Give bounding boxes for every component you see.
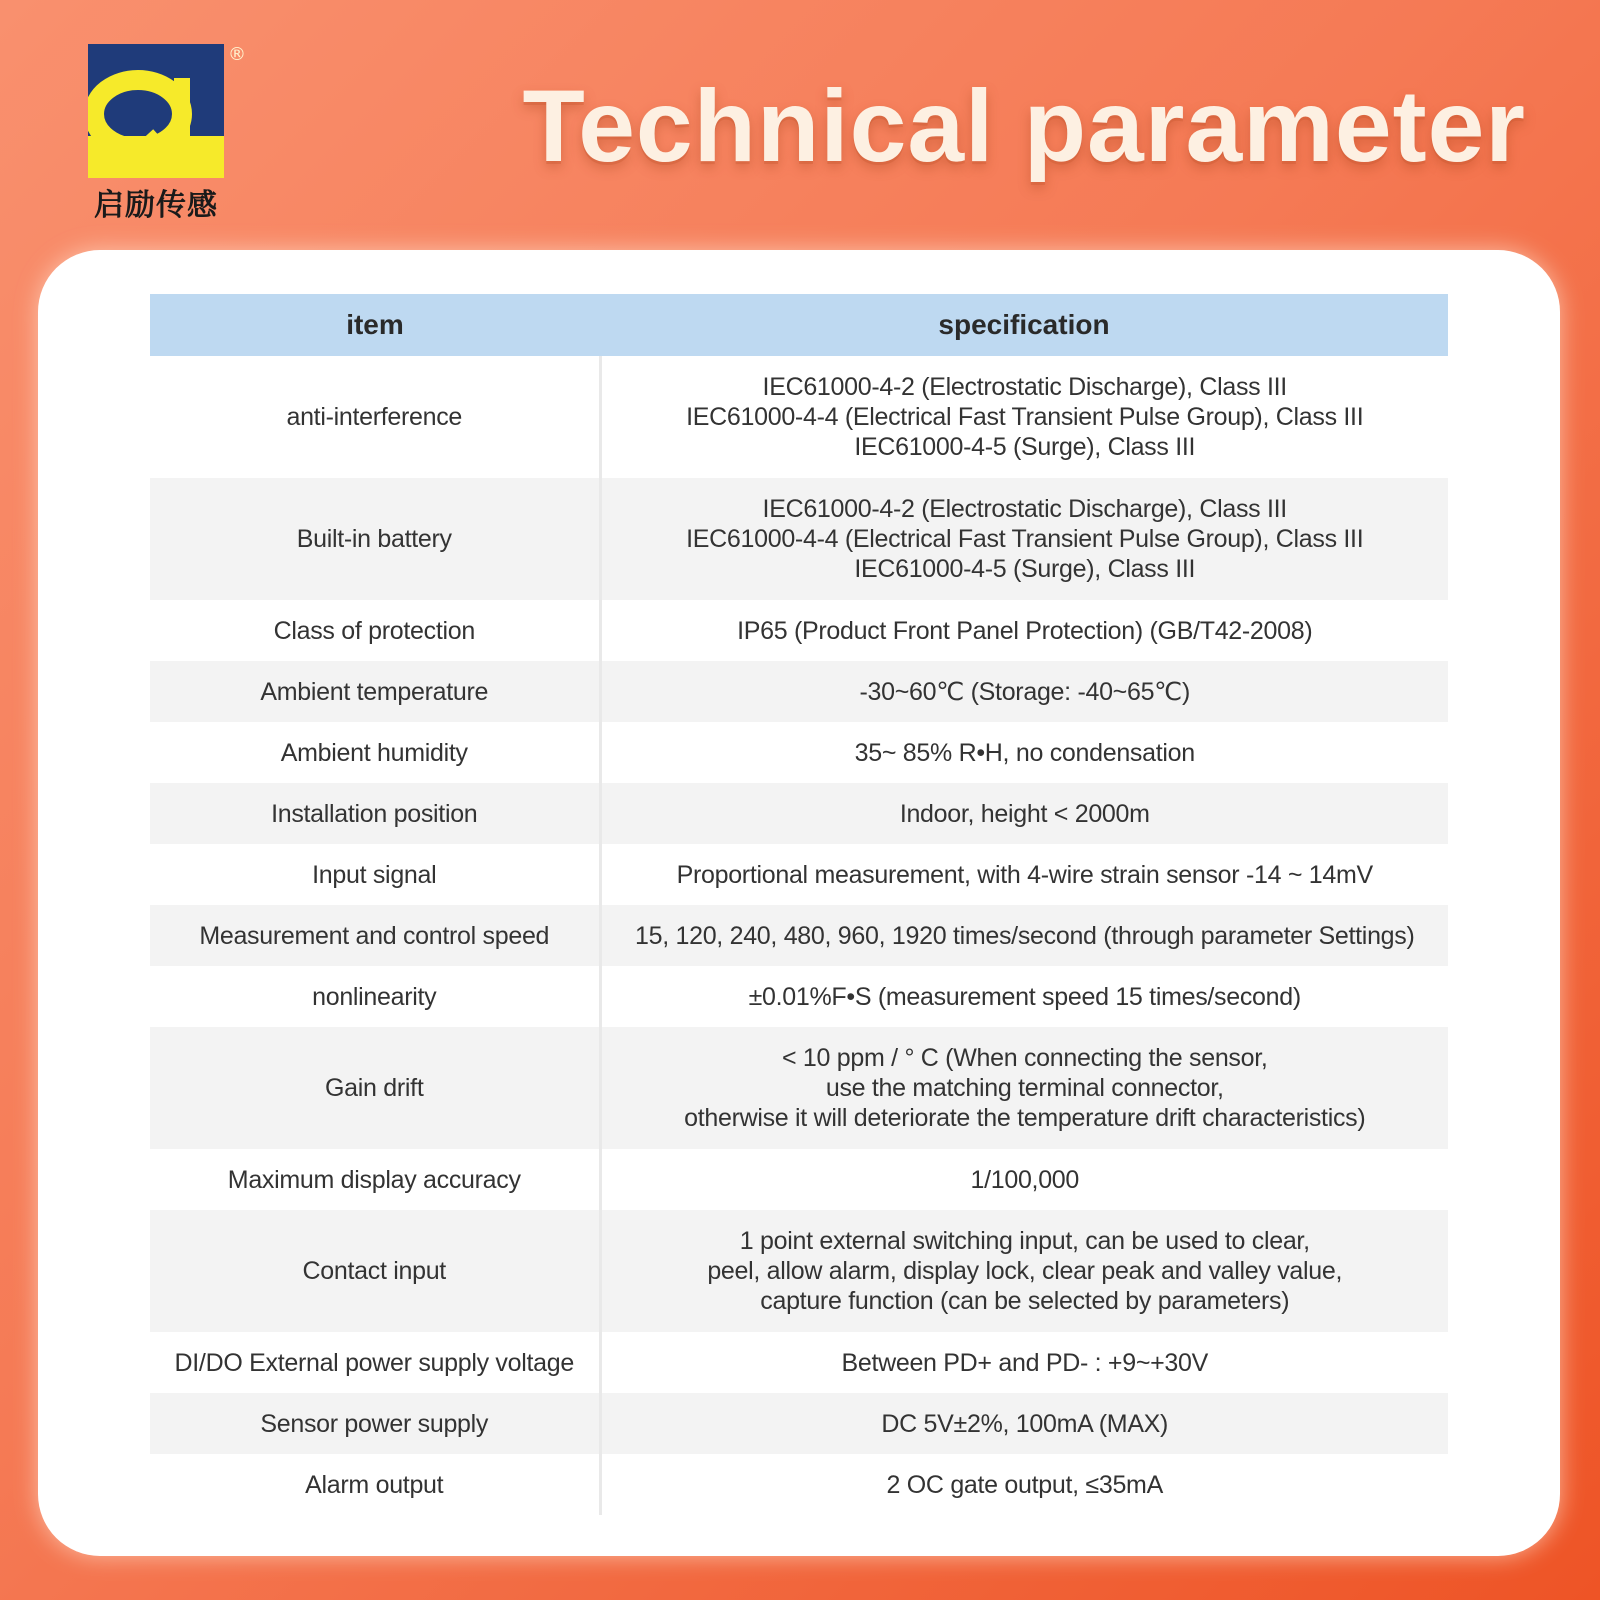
row-item: DI/DO External power supply voltage (150, 1332, 600, 1393)
spec-line: otherwise it will deteriorate the temperature drift characteristics) (684, 1104, 1366, 1132)
spec-line: IEC61000-4-2 (Electrostatic Discharge), Class III (762, 495, 1287, 523)
header-specification: specification (600, 294, 1448, 356)
row-item: Contact input (150, 1210, 600, 1332)
row-item: Measurement and control speed (150, 905, 600, 966)
row-specification (600, 1027, 1448, 1149)
spec-line: DC 5V±2%, 100mA (MAX) (881, 1409, 1169, 1438)
row-specification (600, 905, 1448, 966)
table-row (150, 1149, 1448, 1210)
spec-line: IEC61000-4-4 (Electrical Fast Transient Pulse Group), Class III (686, 403, 1364, 431)
spec-line: 2 OC gate output, ≤35mA (886, 1470, 1163, 1499)
spec-line: IEC61000-4-5 (Surge), Class III (854, 555, 1196, 583)
table-row (150, 722, 1448, 783)
table-row (150, 783, 1448, 844)
spec-line: IEC61000-4-4 (Electrical Fast Transient Pulse Group), Class III (686, 525, 1364, 553)
row-specification (600, 661, 1448, 722)
spec-line: IEC61000-4-2 (Electrostatic Discharge), Class III (762, 373, 1287, 401)
table-row (150, 661, 1448, 722)
row-item: Installation position (150, 783, 600, 844)
row-item: Gain drift (150, 1027, 600, 1149)
spec-line: Proportional measurement, with 4-wire strain sensor -14 ~ 14mV (676, 860, 1373, 889)
row-specification (600, 600, 1448, 661)
row-item: Input signal (150, 844, 600, 905)
row-specification (600, 356, 1448, 478)
table-row (150, 356, 1448, 478)
spec-line: Indoor, height < 2000m (899, 799, 1150, 828)
spec-line: Between PD+ and PD- : +9~+30V (841, 1348, 1209, 1377)
table-row (150, 1393, 1448, 1454)
row-specification (600, 783, 1448, 844)
table-body (150, 356, 1448, 1515)
logo-mark (88, 44, 224, 178)
table-row (150, 844, 1448, 905)
row-item: Built-in battery (150, 478, 600, 600)
row-item: nonlinearity (150, 966, 600, 1027)
row-item: anti-interference (150, 356, 600, 478)
brand-logo (88, 44, 248, 224)
spec-line: ±0.01%F•S (measurement speed 15 times/second) (748, 982, 1301, 1011)
row-item: Maximum display accuracy (150, 1149, 600, 1210)
row-specification (600, 1332, 1448, 1393)
row-item: Ambient temperature (150, 661, 600, 722)
row-specification (600, 1454, 1448, 1515)
row-item: Ambient humidity (150, 722, 600, 783)
row-specification (600, 966, 1448, 1027)
table-row (150, 1027, 1448, 1149)
spec-line: use the matching terminal connector, (825, 1074, 1224, 1102)
page-title: Technical parameter (522, 69, 1526, 183)
row-specification (600, 1210, 1448, 1332)
table-row (150, 1210, 1448, 1332)
spec-line: 35~ 85% R•H, no condensation (854, 738, 1195, 767)
table-row (150, 966, 1448, 1027)
table-row (150, 600, 1448, 661)
spec-line: 1 point external switching input, can be used to clear, (739, 1227, 1310, 1255)
row-specification (600, 844, 1448, 905)
spec-line: IP65 (Product Front Panel Protection) (GB/T42-2008) (737, 616, 1313, 645)
spec-line: capture function (can be selected by parameters) (760, 1287, 1290, 1315)
table-row (150, 1332, 1448, 1393)
row-specification (600, 478, 1448, 600)
row-item: Sensor power supply (150, 1393, 600, 1454)
row-specification (600, 1393, 1448, 1454)
spec-line: < 10 ppm / ° C (When connecting the sensor, (781, 1044, 1268, 1072)
table-row (150, 478, 1448, 600)
row-item: Class of protection (150, 600, 600, 661)
spec-table (150, 294, 1448, 1515)
spec-line: IEC61000-4-5 (Surge), Class III (854, 433, 1196, 461)
spec-line: -30~60℃ (Storage: -40~65℃) (859, 677, 1190, 706)
spec-line: peel, allow alarm, display lock, clear peak and valley value, (707, 1257, 1343, 1285)
row-specification (600, 1149, 1448, 1210)
spec-line: 15, 120, 240, 480, 960, 1920 times/second (through parameter Settings) (634, 921, 1415, 950)
header-item: item (150, 294, 600, 356)
row-specification (600, 722, 1448, 783)
spec-line: 1/100,000 (970, 1165, 1080, 1194)
table-row (150, 1454, 1448, 1515)
table-row (150, 905, 1448, 966)
table-header-row (150, 294, 1448, 356)
spec-card (38, 250, 1560, 1556)
registered-mark: ® (228, 44, 246, 65)
logo-ql-graphic (88, 44, 224, 178)
brand-name-cn: 启励传感 (94, 188, 218, 223)
row-item: Alarm output (150, 1454, 600, 1515)
